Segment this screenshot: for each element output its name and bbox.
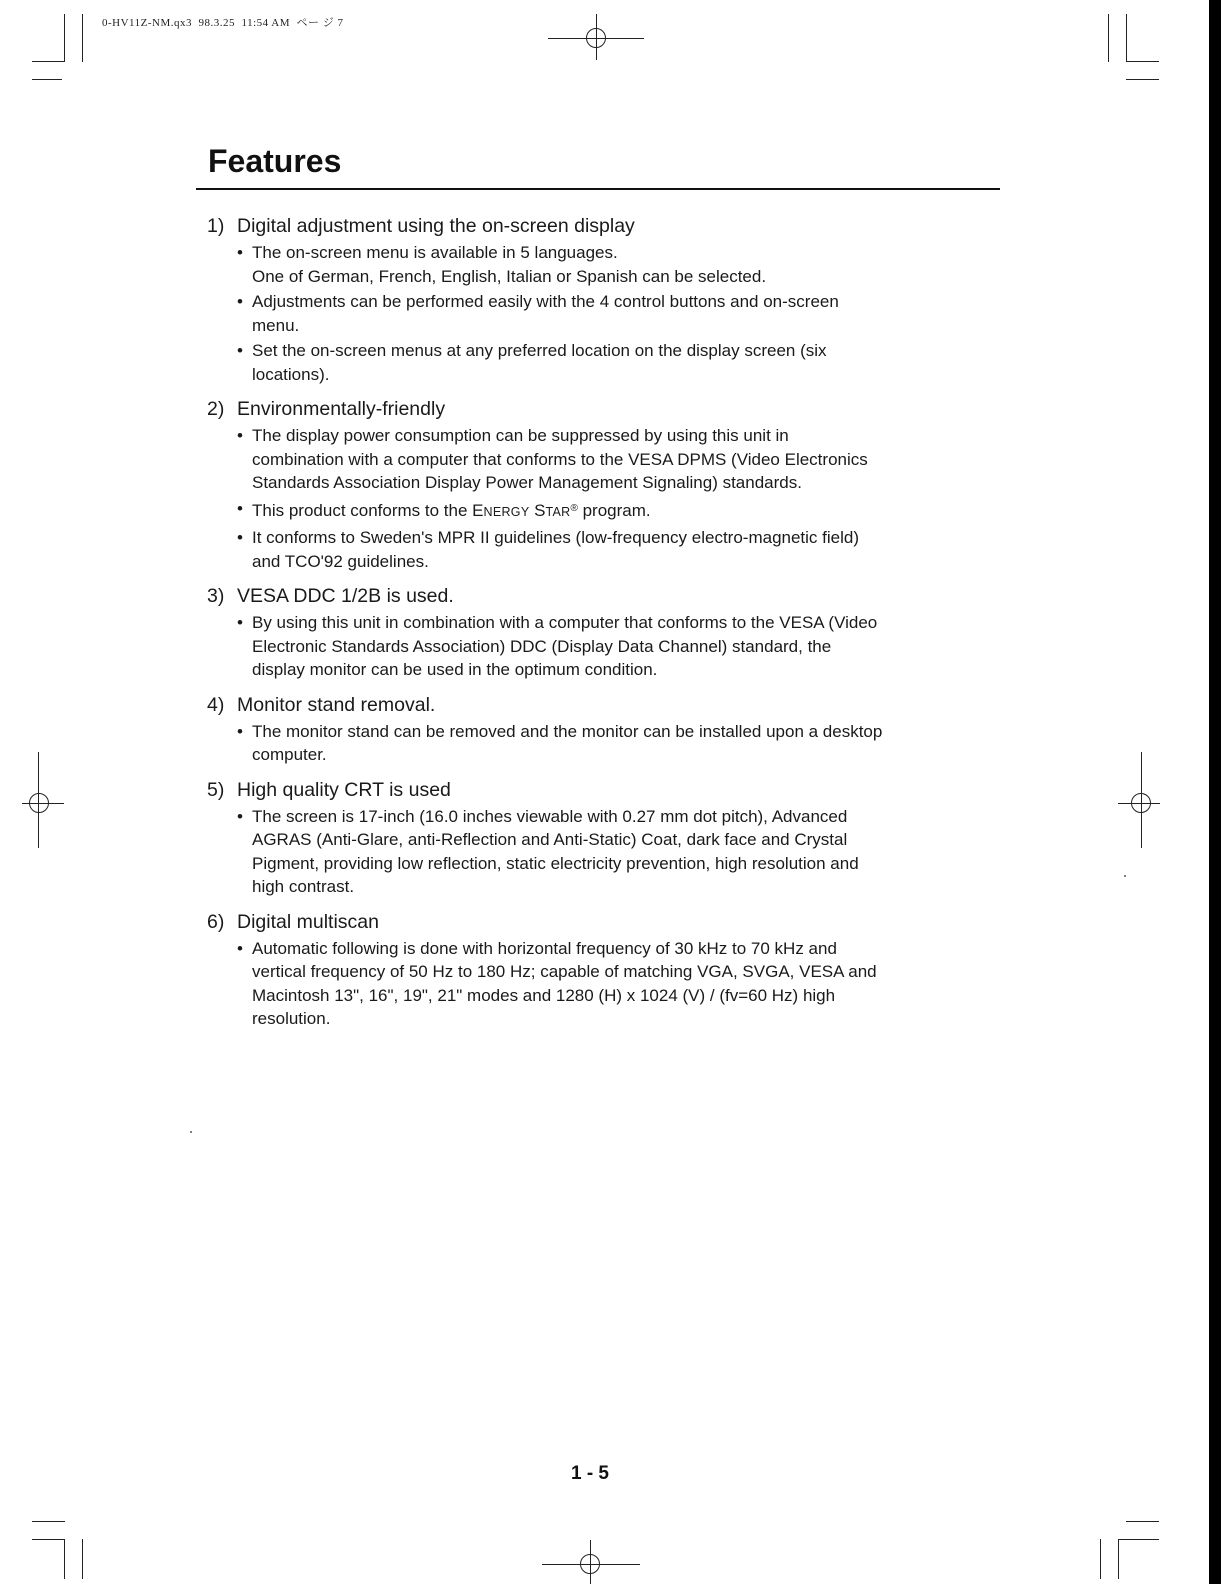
bullet-dot-icon: • [237,498,243,518]
feature-heading-text: Digital adjustment using the on-screen display [237,215,635,237]
bullet-dot-icon: • [237,613,243,632]
bullet-item [207,937,997,1031]
feature-number: 2) [207,398,225,420]
scan-speck [1124,875,1126,877]
bullet-text-line: Electronic Standards Association) DDC (Display Data Channel) standard, the [252,636,832,656]
bullet-text-line: Pigment, providing low reflection, static electricity prevention, high resolution and [252,853,859,873]
energy-star-s1: S [529,500,546,520]
energy-star-suffix: program. [577,500,651,520]
feature-number: 6) [207,910,225,933]
bullet-list [207,805,997,899]
feature-number: 4) [207,693,225,716]
bullet-item [207,424,997,495]
energy-star-prefix: This product conforms to the [252,500,473,520]
feature-heading [207,778,997,803]
bullet-text-line: vertical frequency of 50 Hz to 180 Hz; capable of matching VGA, SVGA, VESA and [252,962,877,981]
bullet-text-line: resolution. [252,1009,331,1028]
feature-item [207,693,997,767]
feature-heading [207,693,997,718]
energy-star-mark: ® [570,502,578,514]
bullet-item [207,339,997,386]
bullet-dot-icon: • [237,806,243,826]
bullet-text-line: By using this unit in combination with a computer that conforms to the VESA (Video [252,613,878,632]
feature-heading [207,397,997,422]
feature-item [207,584,997,682]
feature-number: 1) [207,215,225,237]
bullet-text-line: The monitor stand can be removed and the monitor can be installed upon a desktop [252,721,883,741]
bullet-text-line: Macintosh 13", 16", 19", 21" modes and 1280 (H) x 1024 (V) / (fv=60 Hz) high [252,985,836,1005]
bullet-text-line: Standards Association Display Power Management Signaling) standards. [252,473,802,492]
feature-item [207,910,997,1031]
bullet-item [207,241,997,288]
energy-star-line [252,497,997,525]
bullet-item [207,720,997,767]
feature-heading-text: VESA DDC 1/2B is used. [237,585,454,607]
energy-star-s2: TAR [545,504,571,519]
print-slug: 0-HV11Z-NM.qx3 98.3.25 11:54 AM ペー ジ 7 [102,17,344,29]
feature-item [207,397,997,573]
feature-heading-text: Environmentally-friendly [237,398,446,420]
bullet-list [207,611,997,682]
bullet-item [207,611,997,682]
feature-heading-text: Monitor stand removal. [237,693,436,716]
features-list [207,214,997,1042]
bullet-item [207,526,997,573]
bullet-text-line: locations). [252,364,330,384]
bullet-text-line: It conforms to Sweden's MPR II guidelines (low-frequency electro-magnetic field) [252,528,860,547]
bullet-text-line: combination with a computer that conforms to the VESA DPMS (Video Electronics [252,449,868,469]
bullet-text-line: The screen is 17-inch (16.0 inches viewable with 0.27 mm dot pitch), Advanced [252,806,848,826]
bullet-list [207,424,997,573]
feature-heading [207,214,997,239]
bullet-text-line: computer. [252,745,327,764]
page-title: Features [208,143,342,179]
bullet-dot-icon: • [237,528,243,547]
title-rule [196,188,1000,190]
feature-heading [207,584,997,609]
bullet-text-line: display monitor can be used in the optimum condition. [252,660,658,679]
bullet-text-line: The on-screen menu is available in 5 languages. [252,243,618,262]
bullet-text-line: and TCO'92 guidelines. [252,551,429,571]
bullet-list [207,241,997,386]
feature-item [207,214,997,386]
bullet-text-line: AGRAS (Anti-Glare, anti-Reflection and Anti-Static) Coat, dark face and Crystal [252,830,848,849]
bullet-text-line: Adjustments can be performed easily with the 4 control buttons and on-screen [252,292,839,311]
feature-heading-text: High quality CRT is used [237,778,451,801]
bullet-list [207,937,997,1031]
bullet-text-line: high contrast. [252,877,355,896]
bullet-item [207,497,997,525]
page-number: 1 - 5 [570,1463,610,1484]
energy-star-e1: E [472,500,484,520]
bullet-dot-icon: • [237,938,243,958]
feature-number: 5) [207,778,225,801]
bullet-dot-icon: • [237,292,243,311]
bullet-text-line: menu. [252,315,300,335]
bullet-dot-icon: • [237,721,243,741]
bullet-text-line: One of German, French, English, Italian or Spanish can be selected. [252,266,767,286]
bullet-text-line: The display power consumption can be suppressed by using this unit in [252,426,789,445]
bullet-list [207,720,997,767]
feature-heading-text: Digital multiscan [237,910,379,933]
bullet-text-line: Automatic following is done with horizontal frequency of 30 kHz to 70 kHz and [252,938,837,958]
scan-black-edge [1209,0,1221,1584]
feature-heading [207,910,997,935]
bullet-dot-icon: • [237,426,243,445]
bullet-text-line: Set the on-screen menus at any preferred location on the display screen (six [252,341,827,360]
bullet-dot-icon: • [237,341,243,360]
feature-number: 3) [207,585,225,607]
bullet-item [207,290,997,337]
bullet-dot-icon: • [237,243,243,262]
scan-speck [190,1131,192,1133]
bullet-item [207,805,997,899]
feature-item [207,778,997,899]
energy-star-e2: NERGY [483,504,530,519]
